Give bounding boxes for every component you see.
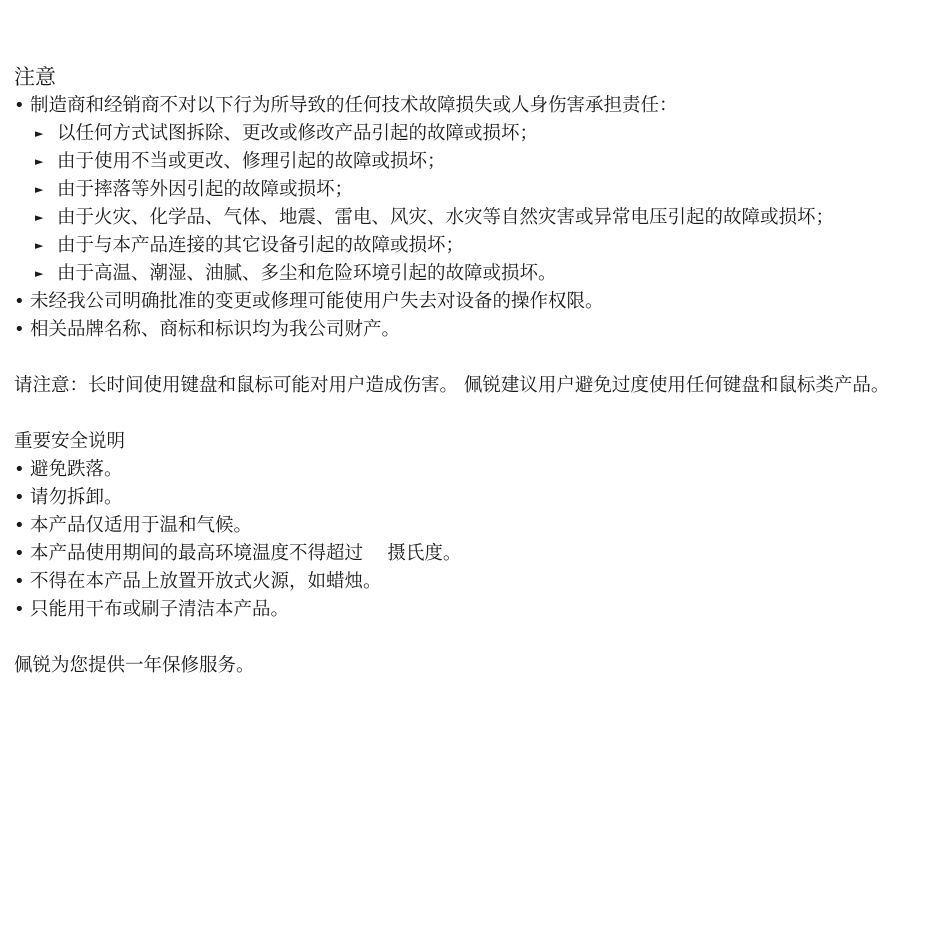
notice-item — [14, 204, 938, 232]
notice-item-text: 由于与本产品连接的其它设备引起的故障或损坏； — [57, 235, 465, 256]
notice-item-text: 由于火灾、化学品、气体、地震、雷电、风灾、水灾等自然灾害或异常电压引起的故障或损坏； — [57, 207, 835, 228]
safety-item — [14, 512, 938, 540]
safety-item-text: 避免跌落。 — [30, 459, 123, 480]
bullet-icon: • — [14, 95, 25, 116]
notice-item — [14, 260, 938, 288]
notice-item-text: 以任何方式试图拆除、更改或修改产品引起的故障或损坏； — [57, 123, 539, 144]
bullet-icon: • — [14, 571, 25, 592]
notice-bullet-text: 未经我公司明确批准的变更或修理可能使用户失去对设备的操作权限。 — [30, 291, 604, 312]
bullet-icon: • — [14, 543, 25, 564]
bullet-icon: • — [14, 459, 25, 480]
bullet-icon: • — [14, 515, 25, 536]
notice-item — [14, 176, 938, 204]
bullet-icon: • — [14, 319, 25, 340]
triangle-bullet-icon: ► — [35, 239, 44, 252]
safety-item — [14, 456, 938, 484]
notice-bullet-text: 相关品牌名称、商标和标识均为我公司财产。 — [30, 319, 401, 340]
caution-paragraph: 请注意：长时间使用键盘和鼠标可能对用户造成伤害。 佩锐建议用户避免过度使用任何键盘和鼠标类产品。 — [14, 375, 890, 396]
safety-item-text: 只能用干布或刷子清洁本产品。 — [30, 599, 290, 620]
safety-item — [14, 596, 938, 624]
notice-item-text: 由于高温、潮湿、油腻、多尘和危险环境引起的故障或损坏。 — [57, 263, 557, 284]
spacer — [14, 400, 938, 428]
bullet-icon: • — [14, 487, 25, 508]
safety-item-text: 本产品使用期间的最高环境温度不得超过 摄氏度。 — [30, 543, 462, 564]
safety-item — [14, 484, 938, 512]
notice-item — [14, 148, 938, 176]
safety-title: 重要安全说明 — [14, 431, 126, 452]
notice-item — [14, 232, 938, 260]
spacer — [14, 624, 938, 652]
safety-item-text: 不得在本产品上放置开放式火源，如蜡烛。 — [30, 571, 382, 592]
safety-item — [14, 568, 938, 596]
triangle-bullet-icon: ► — [35, 127, 44, 140]
safety-item — [14, 540, 938, 568]
notice-bullet — [14, 288, 938, 316]
triangle-bullet-icon: ► — [35, 183, 44, 196]
notice-item-text: 由于使用不当或更改、修理引起的故障或损坏； — [57, 151, 446, 172]
notice-title: 注意 — [14, 65, 56, 89]
notice-lead-text: 制造商和经销商不对以下行为所导致的任何技术故障损失或人身伤害承担责任： — [30, 95, 678, 116]
bullet-icon: • — [14, 291, 25, 312]
triangle-bullet-icon: ► — [35, 267, 44, 280]
document-page — [14, 62, 938, 680]
bullet-icon: • — [14, 599, 25, 620]
notice-bullet — [14, 316, 938, 344]
triangle-bullet-icon: ► — [35, 211, 44, 224]
safety-item-text: 本产品仅适用于温和气候。 — [30, 515, 253, 536]
safety-item-text: 请勿拆卸。 — [30, 487, 123, 508]
notice-lead-bullet — [14, 92, 938, 120]
spacer — [14, 344, 938, 372]
triangle-bullet-icon: ► — [35, 155, 44, 168]
notice-item-text: 由于摔落等外因引起的故障或损坏； — [57, 179, 354, 200]
notice-item — [14, 120, 938, 148]
warranty-text: 佩锐为您提供一年保修服务。 — [14, 655, 255, 676]
